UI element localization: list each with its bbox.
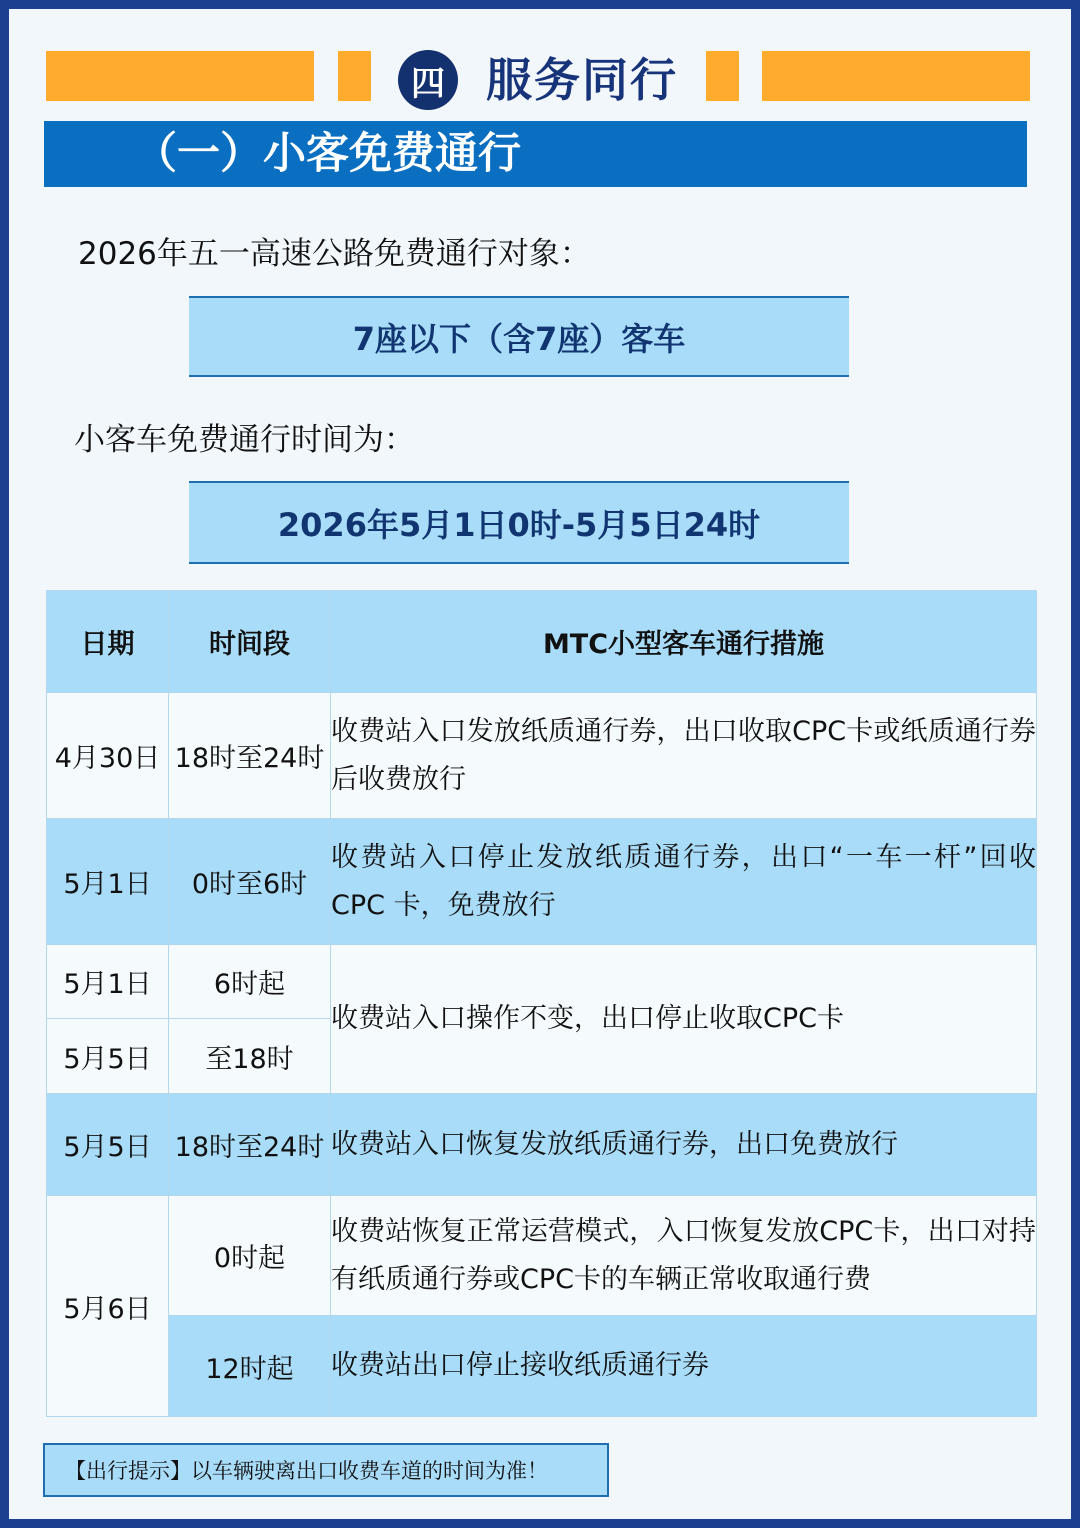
table-header-row [47, 591, 1037, 693]
cell-date: 4月30日 [47, 693, 169, 819]
intro-object-text: 2026年五一高速公路免费通行对象： [78, 236, 591, 272]
callout-time: 2026年5月1日0时-5月5日24时 [189, 481, 849, 564]
table-row [47, 819, 1037, 945]
cell-measure: 收费站入口恢复发放纸质通行券，出口免费放行 [331, 1094, 1037, 1196]
table-row [47, 945, 1037, 1019]
travel-tip: 【出行提示】以车辆驶离出口收费车道的时间为准！ [43, 1443, 609, 1497]
cell-measure: 收费站出口停止接收纸质通行券 [331, 1316, 1037, 1417]
cell-date: 5月5日 [47, 1094, 169, 1196]
table-row [47, 1094, 1037, 1196]
cell-period: 12时起 [169, 1316, 331, 1417]
section-title: 服务同行 [486, 53, 678, 107]
cell-period: 18时至24时 [169, 693, 331, 819]
table-row [47, 693, 1037, 819]
header-period: 时间段 [169, 591, 331, 693]
table-row [47, 1196, 1037, 1316]
subheader-title: （一）小客免费通行 [134, 129, 521, 179]
section-number-badge: 四 [398, 50, 458, 110]
subheader-bar [44, 121, 1027, 187]
cell-period: 0时起 [169, 1196, 331, 1316]
cell-date: 5月1日 [47, 819, 169, 945]
orange-block-left [338, 51, 371, 101]
callout-vehicle: 7座以下（含7座）客车 [189, 296, 849, 377]
cell-date: 5月5日 [47, 1019, 169, 1094]
cell-date: 5月1日 [47, 945, 169, 1019]
cell-period: 至18时 [169, 1019, 331, 1094]
header-measure: MTC小型客车通行措施 [331, 591, 1037, 693]
orange-bar-right [762, 51, 1030, 101]
orange-bar-left [46, 51, 314, 101]
orange-block-right [706, 51, 739, 101]
cell-measure: 收费站恢复正常运营模式，入口恢复发放CPC卡，出口对持有纸质通行券或CPC卡的车辆正常收取通行费 [331, 1196, 1037, 1316]
cell-measure: 收费站入口停止发放纸质通行券，出口“一车一杆”回收 CPC 卡，免费放行 [331, 819, 1037, 945]
cell-period: 18时至24时 [169, 1094, 331, 1196]
table-row [47, 1316, 1037, 1417]
cell-period: 0时至6时 [169, 819, 331, 945]
schedule-table [46, 590, 1037, 1417]
cell-date: 5月6日 [47, 1196, 169, 1417]
cell-measure: 收费站入口发放纸质通行券，出口收取CPC卡或纸质通行券后收费放行 [331, 693, 1037, 819]
cell-measure: 收费站入口操作不变，出口停止收取CPC卡 [331, 945, 1037, 1094]
header-date: 日期 [47, 591, 169, 693]
cell-period: 6时起 [169, 945, 331, 1019]
intro-time-text: 小客车免费通行时间为： [74, 422, 415, 458]
